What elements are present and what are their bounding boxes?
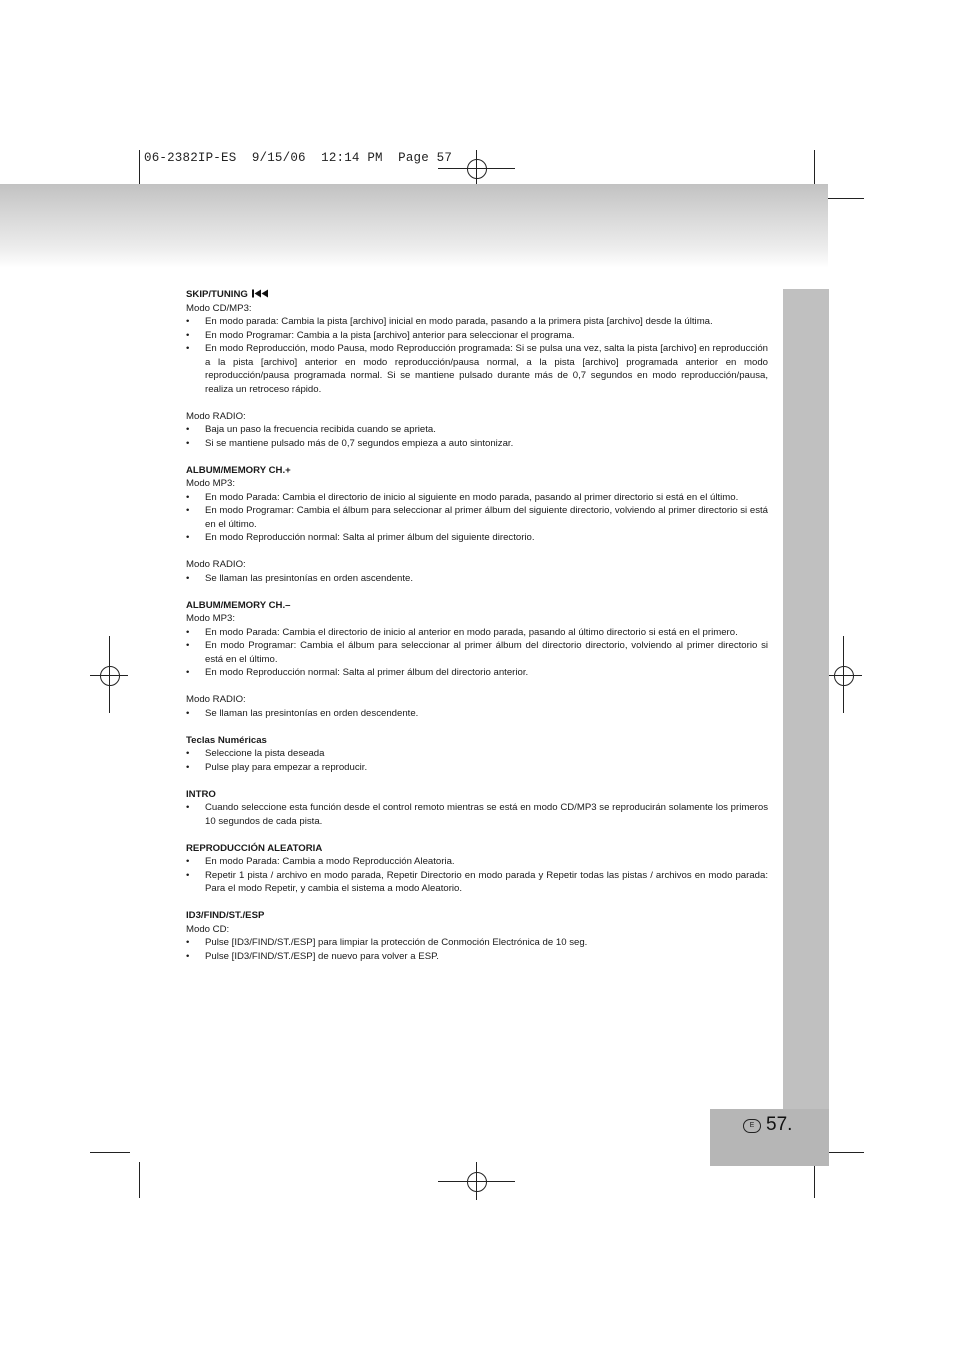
section-title <box>186 734 768 748</box>
list-item: • Pulse [ID3/FIND/ST./ESP] de nuevo para volver a ESP. <box>186 950 768 964</box>
bullet-list <box>186 572 768 586</box>
mode-label: Modo CD/MP3: <box>186 302 252 314</box>
section-title-text: ID3/FIND/ST./ESP <box>186 910 265 921</box>
list-item: • En modo Parada: Cambia el directorio de inicio al siguiente en modo parada, pasando al primer directorio si está en el último. <box>186 491 768 505</box>
list-item: • Cuando seleccione esta función desde el control remoto mientras se está en modo CD/MP3 se reproducirán solamente los primeros 10 segundos de cada pista. <box>186 801 768 828</box>
list-item: • En modo Reproducción normal: Salta al primer álbum del directorio anterior. <box>186 666 768 680</box>
section-title-text: ALBUM/MEMORY CH.+ <box>186 464 291 476</box>
print-slug: 06-2382IP-ES 9/15/06 12:14 PM Page 57 <box>144 151 453 165</box>
mode-label: Modo MP3: <box>186 613 236 624</box>
bullet-list <box>186 747 768 774</box>
bullet-list <box>186 491 768 545</box>
list-item: • Pulse play para empezar a reproducir. <box>186 761 768 775</box>
spacer <box>186 896 768 910</box>
bullet-list <box>186 626 768 680</box>
list-item: • En modo Reproducción normal: Salta al primer álbum del siguiente directorio. <box>186 531 768 545</box>
section-title-text: Teclas Numéricas <box>186 734 267 746</box>
section-title-text: SKIP/TUNING <box>186 289 248 300</box>
mode-label: Modo RADIO: <box>186 410 246 422</box>
bullet-list <box>186 855 768 896</box>
list-item: • Baja un paso la frecuencia recibida cuando se aprieta. <box>186 423 768 437</box>
mode-label: Modo MP3: <box>186 478 236 489</box>
list-item: • Repetir 1 pista / archivo en modo parada, Repetir Directorio en modo parada y Repetir todas las pistas / archivos en modo parada: Para el modo Repetir, y cambia el sistema a modo Aleatorio. <box>186 869 768 896</box>
bullet-list <box>186 801 768 828</box>
spacer <box>186 720 768 734</box>
bullet-list <box>186 936 768 963</box>
spacer <box>186 545 768 559</box>
mode-label: Modo CD: <box>186 923 230 935</box>
language-badge: E <box>743 1119 761 1133</box>
list-item: • Seleccione la pista deseada <box>186 747 768 761</box>
list-item: • En modo Parada: Cambia a modo Reproducción Aleatoria. <box>186 855 768 869</box>
skip-back-icon <box>252 289 268 298</box>
bullet-list <box>186 707 768 721</box>
list-item: • Se llaman las presintonías en orden descendente. <box>186 707 768 721</box>
bullet-list <box>186 315 768 396</box>
spacer <box>186 585 768 599</box>
manual-content <box>186 288 768 963</box>
list-item: • Si se mantiene pulsado más de 0,7 segundos empieza a auto sintonizar. <box>186 437 768 451</box>
section-title <box>186 909 768 923</box>
bullet-list <box>186 423 768 450</box>
section-title-text: ALBUM/MEMORY CH.– <box>186 599 291 611</box>
spacer <box>186 774 768 788</box>
list-item: • En modo parada: Cambia la pista [archivo] inicial en modo parada, pasando a la primera pista [archivo] desde la última. <box>186 315 768 329</box>
section-title <box>186 788 768 802</box>
list-item: • Se llaman las presintonías en orden ascendente. <box>186 572 768 586</box>
section-title <box>186 288 768 302</box>
mode-label: Modo RADIO: <box>186 694 246 705</box>
spacer <box>186 450 768 464</box>
spacer <box>186 396 768 410</box>
page-number: 57. <box>766 1114 793 1135</box>
list-item: • En modo Reproducción, modo Pausa, modo Reproducción programada: Si se pulsa una vez, salta la pista [archivo] en reproducción a la pista [archivo] anterior en modo reproducción/pausa normal, a la pista [archivo] programada anterior en modo reproducción/pausa programada normal. Si se mantiene pulsado durante más de 0,7 segundos en modo reproducción/pausa, realiza un retroceso rápido. <box>186 342 768 396</box>
list-item: • En modo Programar: Cambia el álbum para seleccionar al primer álbum del siguiente directorio, volviendo al primer directorio si está en el último. <box>186 504 768 531</box>
section-title <box>186 464 768 478</box>
header-gradient-band <box>0 184 828 268</box>
section-title-text: INTRO <box>186 788 216 800</box>
page-number-box <box>710 1109 829 1166</box>
list-item: • En modo Programar: Cambia el álbum para seleccionar al primer álbum del directorio directorio, volviendo al primer directorio si está en el último. <box>186 639 768 666</box>
spacer <box>186 680 768 694</box>
spacer <box>186 828 768 842</box>
list-item: • En modo Parada: Cambia el directorio de inicio al anterior en modo parada, pasando al último directorio si está en el primero. <box>186 626 768 640</box>
mode-label: Modo RADIO: <box>186 559 246 570</box>
side-tab <box>783 289 829 1109</box>
section-title <box>186 842 768 856</box>
section-title-text: REPRODUCCIÓN ALEATORIA <box>186 842 323 854</box>
list-item: • Pulse [ID3/FIND/ST./ESP] para limpiar la protección de Conmoción Electrónica de 10 seg. <box>186 936 768 950</box>
list-item: • En modo Programar: Cambia a la pista [archivo] anterior para seleccionar el programa. <box>186 329 768 343</box>
section-title <box>186 599 768 613</box>
